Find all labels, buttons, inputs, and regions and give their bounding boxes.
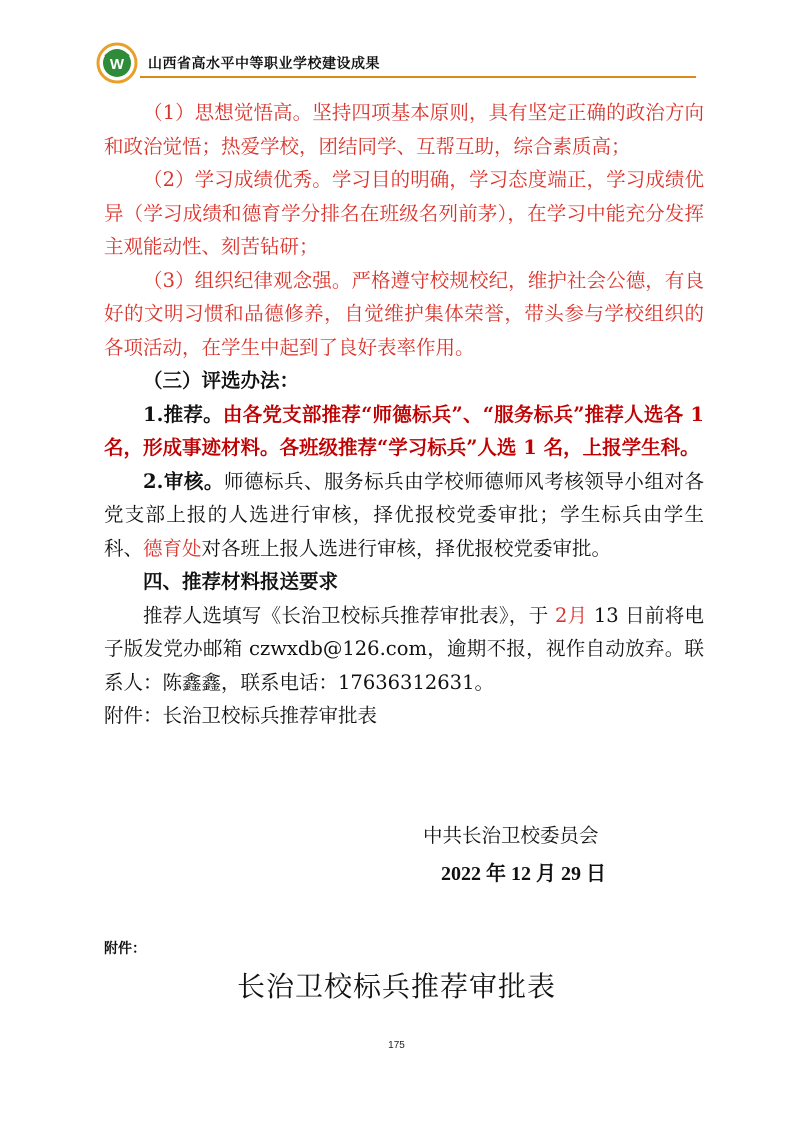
signature-date: 2022 年 12 月 29 日 — [441, 863, 606, 885]
attachment-line: 附件：长治卫校标兵推荐审批表 — [104, 704, 378, 727]
page-header — [96, 42, 696, 86]
form-title: 长治卫校标兵推荐审批表 — [236, 970, 556, 1003]
submission-heading: 四、推荐材料报送要求 — [143, 570, 339, 593]
review-label: 2.审核。 — [143, 469, 224, 493]
recommend-label: 1.推荐。 — [143, 402, 223, 426]
school-logo-icon — [96, 42, 138, 84]
header-divider — [140, 76, 696, 78]
criteria-item-1: （1）思想觉悟高。坚持四项基本原则，具有坚定正确的政治方向和政治觉悟；热爱学校，团结同学、互帮互助，综合素质高； — [104, 101, 704, 158]
submission-month: 2月 — [554, 603, 588, 627]
review-highlight: 德育处 — [143, 536, 202, 560]
submission-paragraph — [104, 599, 704, 700]
submission-text-a: 推荐人选填写《长治卫校标兵推荐审批表》，于 — [143, 603, 555, 627]
page-number: 175 — [388, 1040, 405, 1051]
selection-heading: （三）评选办法： — [143, 369, 300, 392]
attachment-label: 附件： — [104, 941, 146, 957]
signature-org: 中共长治卫校委员会 — [423, 824, 599, 847]
header-title: 山西省高水平中等职业学校建设成果 — [148, 56, 380, 72]
review-text-a: 师德标兵、服务标兵由学校师德师风考核领导小组对各党支部上报的人选进行审核，择优报校党委审批；学生标兵由学生科、 — [104, 469, 704, 560]
recommend-text: 由各党支部推荐“师德标兵”、“服务标兵”推荐人选各 1 名，形成事迹材料。各班级推荐“学习标兵”人选 1 名，上报学生科。 — [104, 402, 705, 459]
logo-letter: W — [109, 56, 125, 73]
review-paragraph — [104, 465, 704, 566]
submission-text-b: 13 日前将电子版发党办邮箱 czwxdb@126.com，逾期不报，视作自动放弃。联系人：陈鑫鑫，联系电话：17636312631。 — [104, 603, 704, 694]
recommend-paragraph — [104, 398, 704, 465]
document-body — [104, 96, 704, 733]
criteria-item-3: （3）组织纪律观念强。严格遵守校规校纪，维护社会公德，有良好的文明习惯和品德修养，自觉维护集体荣誉，带头参与学校组织的各项活动，在学生中起到了良好表率作用。 — [104, 268, 704, 359]
criteria-item-2: （2）学习成绩优秀。学习目的明确，学习态度端正，学习成绩优异（学习成绩和德育学分排名在班级名列前茅），在学习中能充分发挥主观能动性、刻苦钻研； — [104, 168, 704, 258]
review-text-b: 对各班上报人选进行审核，择优报校党委审批。 — [201, 536, 612, 560]
